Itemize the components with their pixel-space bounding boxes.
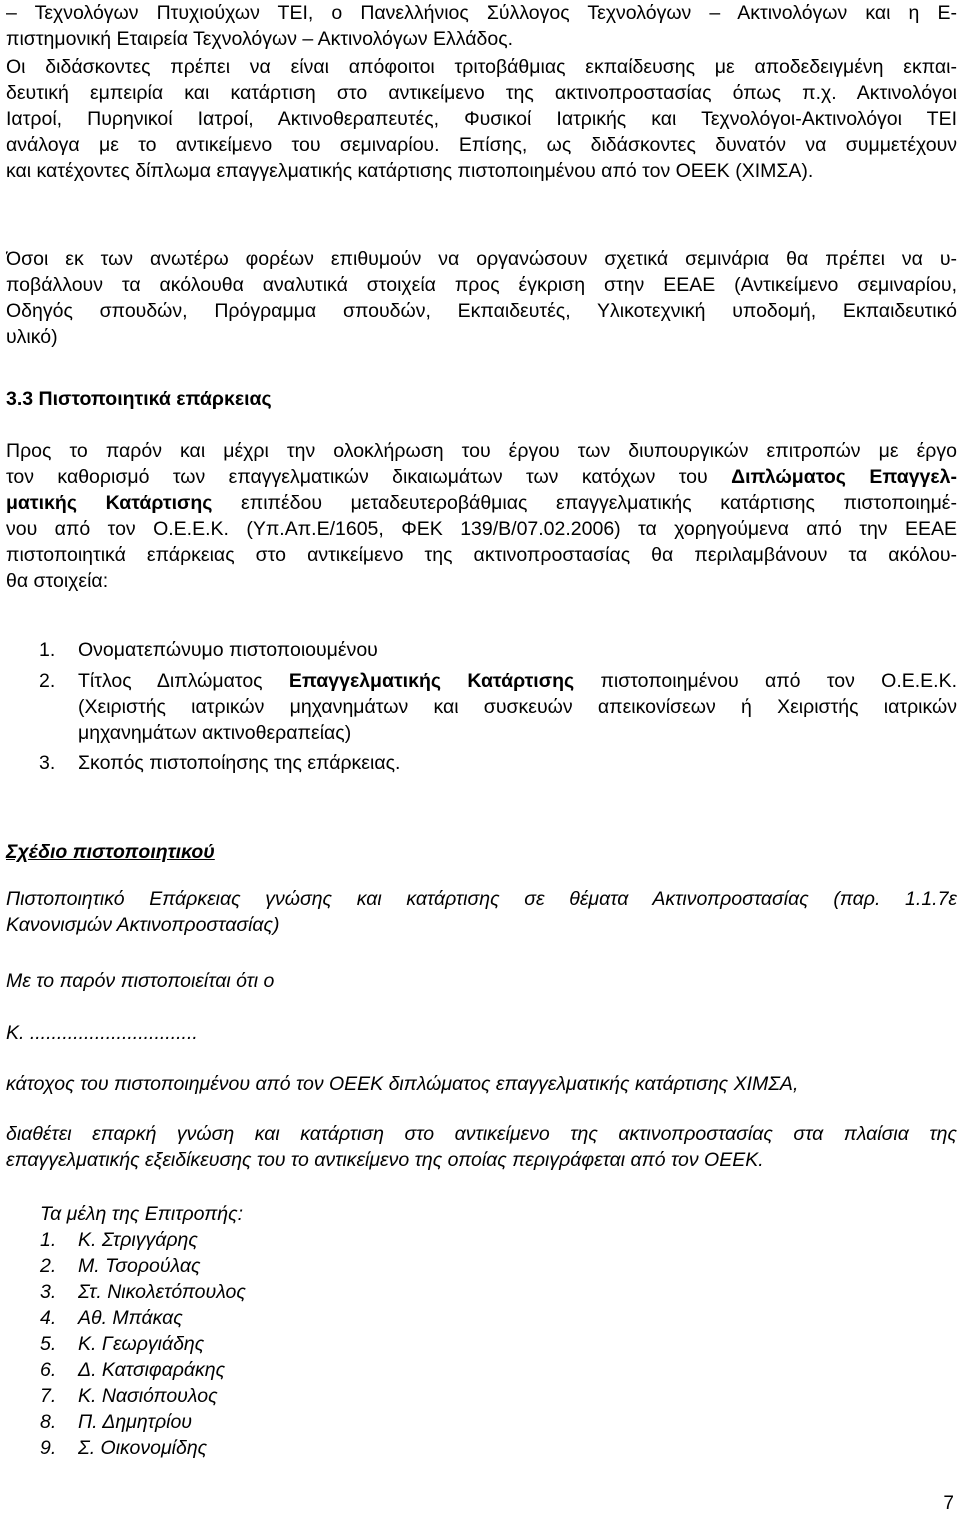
committee-member: [6, 1227, 957, 1253]
list-number: 1.: [39, 639, 56, 661]
list-item: [6, 668, 957, 746]
text-line: μηχανημάτων ακτινοθεραπείας): [78, 722, 352, 744]
committee-member: [6, 1435, 957, 1461]
text-line: Οδηγός σπουδών, Πρόγραμμα σπουδών, Εκπαιδευτές, Υλικοτεχνική υποδομή, Εκπαιδευτικό: [6, 300, 957, 322]
certificate-holder-name: Κ. ...............................: [6, 1022, 198, 1044]
list-number: 9.: [40, 1437, 57, 1459]
member-name: Κ. Στριγγάρης: [78, 1229, 198, 1251]
committee-member: [6, 1357, 957, 1383]
list-item: [6, 750, 957, 776]
text-line: Όσοι εκ των ανωτέρω φορέων επιθυμούν να οργανώσουν σχετικά σεμινάρια θα πρέπει να υ-: [6, 248, 957, 270]
paragraph-certificates: [6, 438, 957, 594]
certificate-knowledge: [6, 1121, 957, 1173]
member-name: Δ. Κατσιφαράκης: [78, 1359, 226, 1381]
text-line: – Τεχνολόγων Πτυχιούχων ΤΕΙ, ο Πανελλήνιος Σύλλογος Τεχνολόγων – Ακτινολόγων και η Ε-: [6, 2, 957, 24]
list-item: [6, 637, 957, 663]
numbered-list: [6, 637, 957, 776]
text-line: πιστοποιητικά επάρκειας στο αντικείμενο της ακτινοπροστασίας θα περιλαμβάνουν τα ακόλου-: [6, 544, 957, 566]
text-line: Οι διδάσκοντες πρέπει να είναι απόφοιτοι τριτοβάθμιας εκπαίδευσης με αποδεδειγμένη εκπαι-: [6, 56, 957, 78]
text-line: Πιστοποιητικό Επάρκειας γνώσης και κατάρτισης σε θέματα Ακτινοπροστασίας (παρ. 1.1.7ε: [6, 888, 957, 910]
text-run: επιπέδου μεταδευτεροβάθμιας επαγγελματικής κατάρτισης πιστοποιημέ-: [241, 492, 957, 514]
certificate-draft: [6, 886, 957, 938]
bold-text: ματικής Κατάρτισης: [6, 492, 213, 514]
committee-member: [6, 1305, 957, 1331]
text-line: Προς το παρόν και μέχρι την ολοκλήρωση του έργου των διυπουργικών επιτροπών με έργο: [6, 440, 957, 462]
text-run: πιστοποιημένου από τον Ο.Ε.Ε.Κ.: [600, 670, 957, 692]
member-name: Μ. Τσορούλας: [78, 1255, 201, 1277]
bold-text: Διπλώματος Επαγγελ-: [731, 466, 957, 488]
text-line: και κατέχοντες δίπλωμα επαγγελματικής κατάρτισης πιστοποιημένου από τον ΟΕΕΚ (ΧΙΜΣΑ).: [6, 160, 814, 182]
member-name: Π. Δημητρίου: [78, 1411, 193, 1433]
list-number: 3.: [40, 1281, 57, 1303]
list-number: 4.: [40, 1307, 57, 1329]
committee-member: [6, 1331, 957, 1357]
committee-member: [6, 1409, 957, 1435]
list-number: 6.: [40, 1359, 57, 1381]
list-number: 2.: [39, 670, 56, 692]
text-line: ποβάλλουν τα ακόλουθα αναλυτικά στοιχεία προς έγκριση στην ΕΕΑΕ (Αντικείμενο σεμιναρίου,: [6, 274, 957, 296]
text-line: Σκοπός πιστοποίησης της επάρκειας.: [78, 752, 401, 774]
paragraph-submission: [6, 246, 957, 350]
text-line: Κανονισμών Ακτινοπροστασίας): [6, 914, 280, 936]
text-line: Ονοματεπώνυμο πιστοποιουμένου: [78, 639, 378, 661]
member-name: Κ. Γεωργιάδης: [78, 1333, 205, 1355]
text-line: διαθέτει επαρκή γνώση και κατάρτιση στο αντικείμενο της ακτινοπροστασίας στα πλαίσια της: [6, 1123, 957, 1145]
certificate-holder-diploma: κάτοχος του πιστοποιημένου από τον ΟΕΕΚ διπλώματος επαγγελματικής κατάρτισης ΧΙΜΣΑ,: [6, 1073, 799, 1095]
draft-certificate-heading: Σχέδιο πιστοποιητικού: [6, 841, 215, 863]
member-name: Αθ. Μπάκας: [78, 1307, 183, 1329]
text-line: επαγγελματικής εξειδίκευσης του το αντικείμενο της οποίας περιγράφεται από τον ΟΕΕΚ.: [6, 1149, 764, 1171]
section-heading: 3.3 Πιστοποιητικά επάρκειας: [6, 388, 272, 410]
text-run: Τίτλος: [78, 670, 132, 692]
member-name: Στ. Νικολετόπουλος: [78, 1281, 246, 1303]
committee-member: [6, 1253, 957, 1279]
committee-members-list: [6, 1227, 957, 1461]
text-line: ανάλογα με το αντικείμενο του σεμιναρίου. Επίσης, ως διδάσκοντες δυνατόν να συμμετέχουν: [6, 134, 957, 156]
text-line: Ιατροί, Πυρηνικοί Ιατροί, Ακτινοθεραπευτές, Φυσικοί Ιατρικής και Τεχνολόγοι-Ακτινολόγοι ΤΕΙ: [6, 108, 957, 130]
committee-member: [6, 1383, 957, 1409]
member-name: Κ. Νασιόπουλος: [78, 1385, 218, 1407]
text-line: (Χειριστής ιατρικών μηχανημάτων και συσκευών απεικονίσεων ή Χειριστής ιατρικών: [78, 696, 957, 718]
list-number: 3.: [39, 752, 56, 774]
committee-title: Τα μέλη της Επιτροπής:: [40, 1203, 244, 1225]
text-line: [6, 490, 957, 516]
list-number: 5.: [40, 1333, 57, 1355]
text-line: θα στοιχεία:: [6, 570, 109, 592]
text-line: νου από τον Ο.Ε.Ε.Κ. (Υπ.Απ.Ε/1605, ΦΕΚ 139/Β/07.02.2006) τα χορηγούμενα από την ΕΕΑΕ: [6, 518, 957, 540]
text-line: υλικό): [6, 326, 58, 348]
text-line: πιστημονική Εταιρεία Τεχνολόγων – Ακτινολόγων Ελλάδος.: [6, 28, 514, 50]
text-line: δευτική εμπειρία και κατάρτιση στο αντικείμενο της ακτινοπροστασίας όπως π.χ. Ακτινολόγοι: [6, 82, 957, 104]
list-number: 8.: [40, 1411, 57, 1433]
committee-member: [6, 1279, 957, 1305]
page-number: 7: [943, 1493, 954, 1514]
text-line: [6, 464, 957, 490]
bold-text: Επαγγελματικής Κατάρτισης: [288, 670, 575, 692]
text-run: Διπλώματος: [156, 670, 263, 692]
text-line: [78, 668, 957, 694]
list-number: 1.: [40, 1229, 57, 1251]
paragraph-organizations: [6, 0, 957, 52]
list-number: 7.: [40, 1385, 57, 1407]
certificate-statement: Με το παρόν πιστοποιείται ότι ο: [6, 970, 275, 992]
text-run: τον καθορισμό των επαγγελματικών δικαιωμάτων των κατόχων του: [6, 466, 708, 488]
list-number: 2.: [40, 1255, 57, 1277]
paragraph-instructors: [6, 54, 957, 184]
member-name: Σ. Οικονομίδης: [78, 1437, 208, 1459]
